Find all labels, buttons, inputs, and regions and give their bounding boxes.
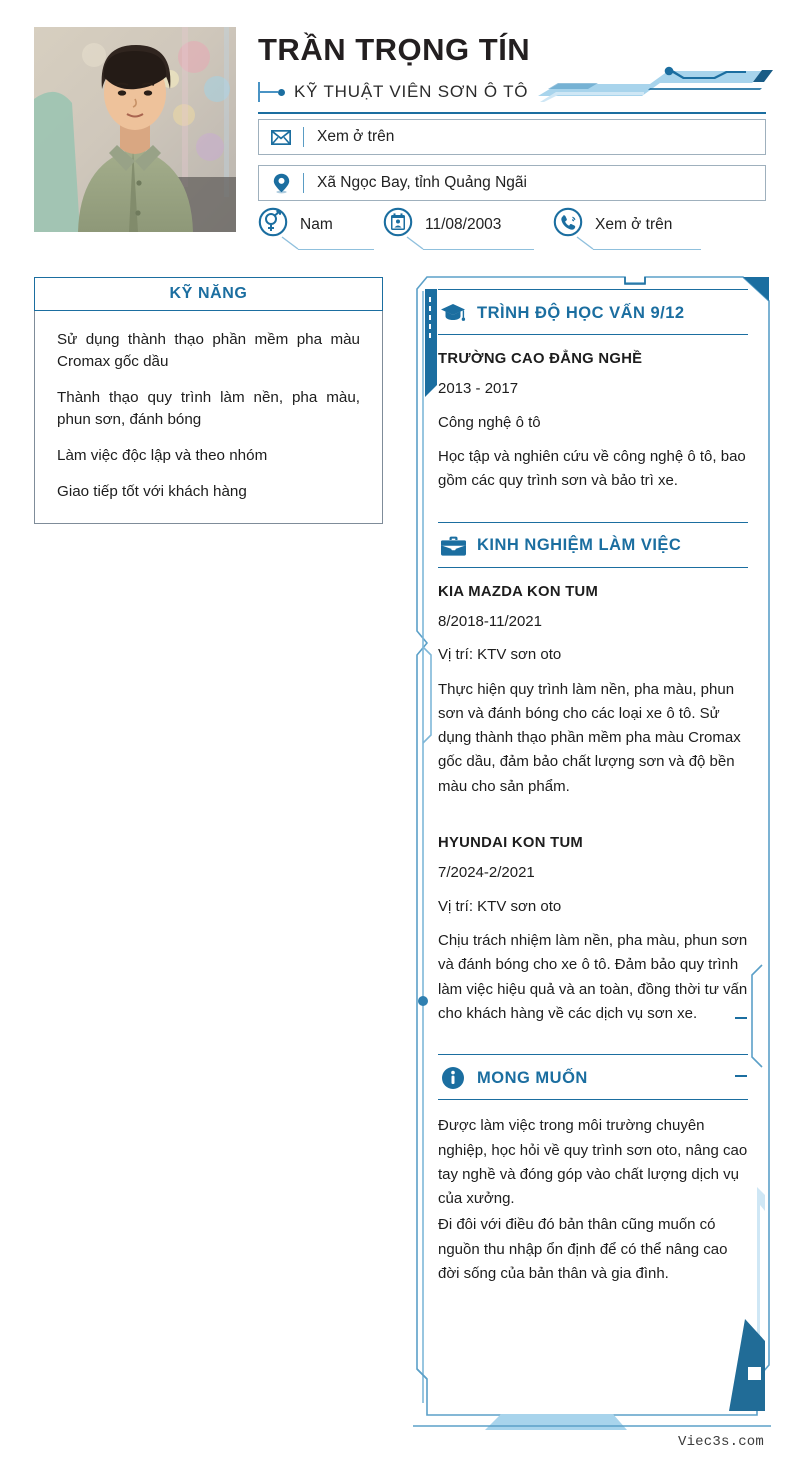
experience-position: Vị trí: KTV sơn oto (438, 646, 562, 664)
bottom-decoration (413, 1400, 771, 1430)
phone-value: Xem ở trên (595, 215, 673, 233)
list-item: Giao tiếp tốt với khách hàng (57, 483, 247, 501)
experience-entry (438, 819, 748, 1026)
dob-value: 11/08/2003 (425, 215, 502, 233)
education-description: Học tập và nghiên cứu về công nghệ ô tô, bao gồm các quy trình sơn và bảo trì xe. (438, 448, 746, 490)
gender-value: Nam (300, 215, 333, 233)
meta-underline-gender (298, 249, 374, 250)
job-title-row (258, 79, 528, 105)
contact-email-row (258, 119, 766, 155)
section-education-title: TRÌNH ĐỘ HỌC VẤN 9/12 (477, 303, 685, 322)
meta-diagonal-phone (576, 236, 594, 250)
contact-email-value: Xem ở trên (317, 128, 395, 145)
graduation-cap-icon (438, 303, 468, 323)
envelope-icon (259, 130, 303, 145)
section-education-header (438, 289, 748, 335)
header-decoration (538, 66, 773, 111)
experience-period: 8/2018-11/2021 (438, 612, 542, 630)
experience-description: Chịu trách nhiệm làm nền, pha màu, phun sơn và đánh bóng cho xe ô tô. Đảm bảo quy trình làm việc hiệu quả và an toàn, đồng thời tư vấn cho khách hàng về các dịch vụ sơn xe. (438, 932, 748, 1022)
job-line-decor (260, 91, 278, 93)
header-divider (258, 112, 766, 114)
list-item: Thành thạo quy trình làm nền, pha màu, phun sơn, đánh bóng (57, 389, 360, 429)
objective-paragraph: Được làm việc trong môi trường chuyên nghiệp, học hỏi về quy trình sơn oto, nâng cao tay nghề và đóng góp vào chất lượng dịch vụ của xưởng. (438, 1117, 748, 1208)
meta-diagonal-gender (281, 236, 299, 250)
location-pin-icon (259, 173, 303, 194)
profile-photo (34, 27, 236, 232)
education-school: TRƯỜNG CAO ĐẲNG NGHỀ (438, 351, 643, 367)
contact-address-row (258, 165, 766, 201)
skills-title: KỸ NĂNG (169, 285, 248, 302)
right-panel (413, 275, 771, 1417)
list-item: Làm việc độc lập và theo nhóm (57, 447, 268, 465)
meta-dob (383, 207, 501, 242)
right-panel-content (438, 289, 748, 1288)
skills-title-box (34, 277, 383, 311)
objective-paragraph: Đi đôi với điều đó bản thân cũng muốn có nguồn thu nhập ổn định để có thể nâng cao đời sống của bản thân và gia đình. (438, 1216, 728, 1283)
section-experience-header (438, 522, 748, 568)
section-objective-header (438, 1054, 748, 1100)
meta-phone (553, 207, 672, 242)
objective-body (438, 1100, 748, 1286)
experience-entry (438, 568, 748, 799)
contact-address-value: Xã Ngọc Bay, tỉnh Quảng Ngãi (317, 174, 527, 191)
education-entry (438, 335, 748, 494)
briefcase-icon (438, 535, 468, 557)
section-objective-title: MONG MUỐN (477, 1068, 588, 1087)
job-title: KỸ THUẬT VIÊN SƠN Ô TÔ (294, 82, 529, 101)
experience-company: HYUNDAI KON TUM (438, 835, 584, 852)
page-title: TRẦN TRỌNG TÍN (258, 32, 531, 67)
section-experience-title: KINH NGHIỆM LÀM VIỆC (477, 536, 682, 555)
footer-brand: Viec3s.com (677, 1434, 764, 1450)
header (0, 0, 800, 262)
experience-position: Vị trí: KTV sơn oto (438, 897, 562, 915)
education-period: 2013 - 2017 (438, 380, 519, 397)
skills-list (34, 311, 383, 524)
list-item: Sử dụng thành thạo phần mềm pha màu Cromax gốc dầu (57, 331, 360, 371)
education-major: Công nghệ ô tô (438, 413, 541, 431)
experience-company: KIA MAZDA KON TUM (438, 583, 599, 600)
meta-diagonal-dob (406, 236, 424, 250)
experience-description: Thực hiện quy trình làm nền, pha màu, phun sơn và đánh bóng cho các loại xe ô tô. Sử dụng thành thạo phần mềm pha màu Cromax gốc dầu, đảm bảo chất lượng sơn và độ bền màu cho sản phẩm. (438, 680, 741, 795)
meta-underline-dob (423, 249, 534, 250)
meta-row (258, 207, 766, 257)
experience-period: 7/2024-2/2021 (438, 864, 535, 882)
job-dot-decor (278, 89, 285, 96)
meta-underline-phone (593, 249, 701, 250)
info-circle-icon (438, 1066, 468, 1090)
skills-section (34, 277, 383, 524)
